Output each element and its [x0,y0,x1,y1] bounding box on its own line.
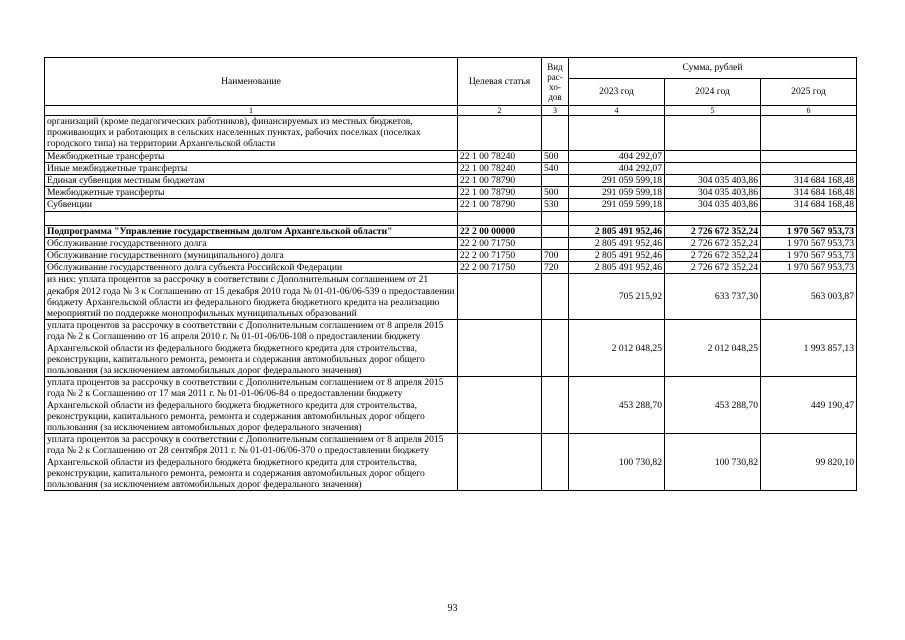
row-code: 22 1 00 78790 [458,175,542,187]
table-row-empty [45,211,857,225]
row-name: Обслуживание государственного долга субъекта Российской Федерации [45,262,458,274]
index-cell: 2 [458,106,542,116]
row-2023: 705 215,92 [569,274,665,320]
row-2023: 404 292,07 [569,150,665,162]
budget-table [44,57,857,491]
row-2024: 100 730,82 [665,434,761,491]
row-code: 22 1 00 78790 [458,187,542,199]
row-2024: 2 012 048,25 [665,320,761,377]
row-code [458,320,542,377]
row-2024: 453 288,70 [665,377,761,434]
row-code: 22 1 00 78240 [458,150,542,162]
table-row [45,175,857,187]
index-cell: 1 [45,106,458,116]
row-name: организаций (кроме педагогических работников), финансируемых из местных бюджетов, проживающих и работающих в сельских населенных пунктах, рабочих поселках (поселках городского типа) на территории Архангельской области [45,116,458,151]
row-vid [542,377,569,434]
row-vid: 720 [542,262,569,274]
row-2023: 291 059 599,18 [569,199,665,211]
row-2025 [761,150,857,162]
row-2024: 2 726 672 352,24 [665,237,761,249]
row-vid [542,116,569,151]
row-name: Иные межбюджетные трансферты [45,162,458,174]
row-2023 [569,116,665,151]
row-2025: 99 820,10 [761,434,857,491]
row-2024: 304 035 403,86 [665,175,761,187]
row-2023: 2 805 491 952,46 [569,237,665,249]
row-2024: 304 035 403,86 [665,187,761,199]
page-number: 93 [447,603,458,614]
row-2023: 2 012 048,25 [569,320,665,377]
header-article: Целевая статья [458,58,542,106]
row-2023: 404 292,07 [569,162,665,174]
row-name: Межбюджетные трансферты [45,187,458,199]
table-row [45,250,857,262]
row-name: Межбюджетные трансферты [45,150,458,162]
table-row [45,377,857,434]
row-code [458,377,542,434]
row-vid [542,225,569,237]
row-2025: 314 684 168,48 [761,199,857,211]
row-name: Единая субвенция местным бюджетам [45,175,458,187]
row-name: Подпрограмма "Управление государственным долгом Архангельской области" [45,225,458,237]
row-name: Субвенции [45,199,458,211]
row-2024: 633 737,30 [665,274,761,320]
table-row [45,150,857,162]
row-2025 [761,116,857,151]
row-2023 [569,211,665,225]
row-vid: 530 [542,199,569,211]
row-2024 [665,211,761,225]
table-row [45,434,857,491]
row-2025: 1 970 567 953,73 [761,225,857,237]
index-cell: 3 [542,106,569,116]
row-vid: 500 [542,187,569,199]
row-2023: 291 059 599,18 [569,175,665,187]
subprogram-row [45,225,857,237]
row-2025: 1 970 567 953,73 [761,237,857,249]
table-row [45,199,857,211]
row-2023: 291 059 599,18 [569,187,665,199]
row-2024: 304 035 403,86 [665,199,761,211]
row-vid: 700 [542,250,569,262]
header-name: Наименование [45,58,458,106]
row-code: 22 1 00 78240 [458,162,542,174]
row-vid [542,274,569,320]
row-code: 22 2 00 00000 [458,225,542,237]
row-2025: 314 684 168,48 [761,187,857,199]
row-code: 22 2 00 71750 [458,237,542,249]
row-name: уплата процентов за рассрочку в соответствии с Дополнительным соглашением от 8 апреля 2015 года № 2 к Соглашению от 17 мая 2011 г. № 01-01-06/06-84 о предоставлении бюджету Архангельской области из федерального бюджета бюджетного кредита для строительства, реконструкции, капитального ремонта, ремонта и содержания автомобильных дорог общего пользования (за исключением автомобильных дорог федерального значения) [45,377,458,434]
row-vid: 500 [542,150,569,162]
row-2024: 2 726 672 352,24 [665,250,761,262]
index-cell: 6 [761,106,857,116]
row-name [45,211,458,225]
row-code: 22 1 00 78790 [458,199,542,211]
header-vid: Вид рас- хо- дов [542,58,569,106]
row-vid: 540 [542,162,569,174]
row-vid [542,434,569,491]
header-2023: 2023 год [569,79,665,106]
row-2025: 314 684 168,48 [761,175,857,187]
row-name: Обслуживание государственного долга [45,237,458,249]
row-code [458,116,542,151]
table-row [45,274,857,320]
row-code [458,434,542,491]
row-name: уплата процентов за рассрочку в соответствии с Дополнительным соглашением от 8 апреля 2015 года № 2 к Соглашению от 28 сентября 2011 г. № 01-01-06/06-370 о предоставлении бюджету Архангельской области из федерального бюджета бюджетного кредита для строительства, реконструкции, капитального ремонта, ремонта и содержания автомобильных дорог общего пользования (за исключением автомобильных дорог федерального значения) [45,434,458,491]
table-row [45,262,857,274]
row-2023: 2 805 491 952,46 [569,250,665,262]
row-code [458,211,542,225]
row-code [458,274,542,320]
row-vid [542,211,569,225]
row-2025: 563 003,87 [761,274,857,320]
row-2025: 449 190,47 [761,377,857,434]
row-name: из них: уплата процентов за рассрочку в соответствии с Дополнительным соглашением от 21 декабря 2012 года № 3 к Соглашению от 15 декабря 2010 года № 01-01-06/06-539 о предоставлении бюджету Архангельской области из федерального бюджета бюджетного кредита на реализацию мероприятий по поддержке монопрофильных муниципальных образований [45,274,458,320]
row-code: 22 2 00 71750 [458,250,542,262]
row-2023: 2 805 491 952,46 [569,262,665,274]
column-index-row [45,106,857,116]
row-2025 [761,162,857,174]
table-row [45,237,857,249]
header-sum: Сумма, рублей [569,58,857,79]
index-cell: 4 [569,106,665,116]
row-2024: 2 726 672 352,24 [665,225,761,237]
index-cell: 5 [665,106,761,116]
row-2025 [761,211,857,225]
row-vid [542,320,569,377]
row-2025: 1 970 567 953,73 [761,250,857,262]
row-name: Обслуживание государственного (муниципального) долга [45,250,458,262]
row-name: уплата процентов за рассрочку в соответствии с Дополнительным соглашением от 8 апреля 2015 года № 2 к Соглашению от 16 апреля 2010 г. № 01-01-06/06-108 о предоставлении бюджету Архангельской области из федерального бюджета бюджетного кредита для строительства, реконструкции, капитального ремонта, ремонта и содержания автомобильных дорог общего пользования (за исключением автомобильных дорог федерального значения) [45,320,458,377]
table-row [45,187,857,199]
row-2024 [665,116,761,151]
row-2024: 2 726 672 352,24 [665,262,761,274]
row-code: 22 2 00 71750 [458,262,542,274]
row-2025: 1 970 567 953,73 [761,262,857,274]
row-vid [542,237,569,249]
row-2023: 2 805 491 952,46 [569,225,665,237]
header-2024: 2024 год [665,79,761,106]
row-2023: 100 730,82 [569,434,665,491]
header-2025: 2025 год [761,79,857,106]
row-2024 [665,150,761,162]
table-row [45,320,857,377]
row-vid [542,175,569,187]
table-row [45,162,857,174]
row-2025: 1 993 857,13 [761,320,857,377]
row-2024 [665,162,761,174]
row-2023: 453 288,70 [569,377,665,434]
table-row [45,116,857,151]
